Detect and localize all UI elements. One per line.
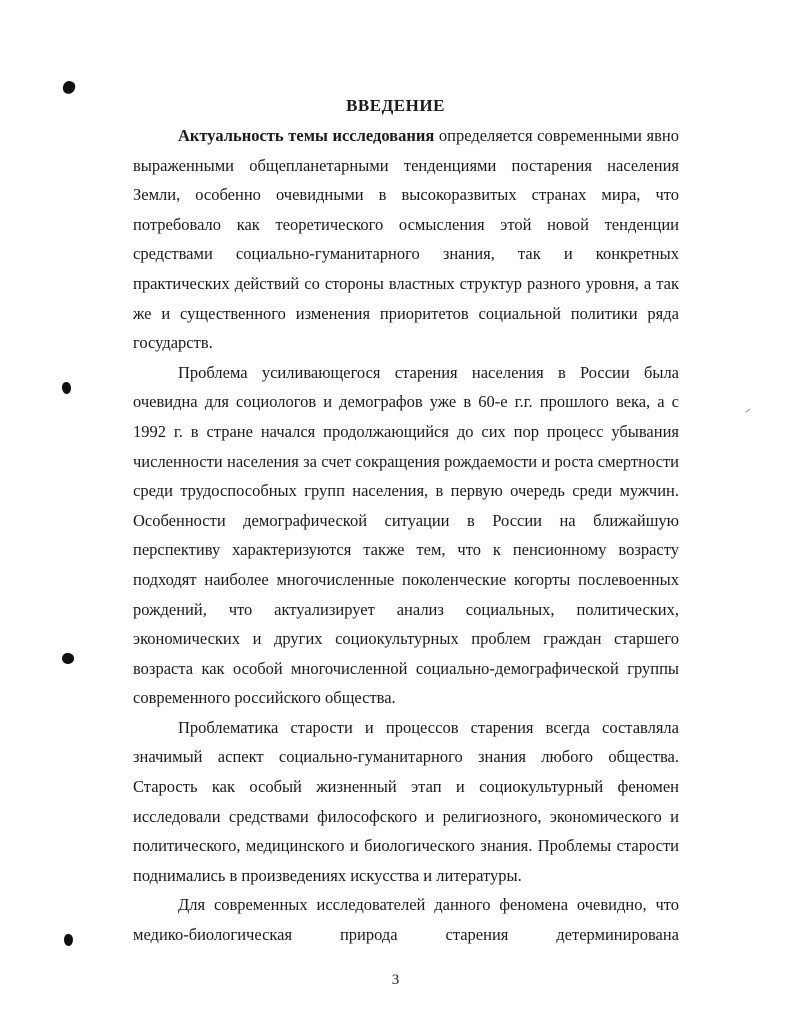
page-title: ВВЕДЕНИЕ	[346, 96, 445, 115]
paragraph-relevance	[133, 121, 679, 358]
paragraph-lead-bold: Актуальность темы исследования	[178, 126, 435, 145]
body-text	[133, 121, 679, 950]
paragraph-text: определяется современными явно выраженными общепланетарными тенденциями постарения населения Земли, особенно очевидными в высокоразвитых странах мира, что потребовало как теоретического осмысления этой новой тенденции средствами социально-гуманитарного знания, так и конкретных практических действий со стороны властных структур разного уровня, а так же и существенного изменения приоритетов социальной политики ряда государств.	[133, 126, 679, 353]
paragraph-population-aging: Проблема усиливающегося старения населения в России была очевидна для социологов и демографов уже в 60-е г.г. прошлого века, а с 1992 г. в стране начался продолжающийся до сих пор процесс убывания численности населения за счет сокращения рождаемости и роста смертности среди трудоспособных групп населения, в первую очередь среди мужчин. Особенности демографической ситуации в России на ближайшую перспективу характеризуются также тем, что к пенсионному возрасту подходят наиболее многочисленные поколенческие когорты послевоенных рождений, что актуализирует анализ социальных, политических, экономических и других социокультурных проблем граждан старшего возраста как особой многочисленной социально-демографической группы современного российского общества.	[133, 362, 679, 708]
binding-hole-mark	[61, 79, 77, 95]
binding-hole-mark	[61, 381, 72, 394]
binding-hole-mark	[63, 934, 73, 947]
paragraph-old-age-problems: Проблематика старости и процессов старения всегда составляла значимый аспект социально-гуманитарного знания любого общества. Старость как особый жизненный этап и социокультурный феномен исследовали средствами философского и религиозного, экономического и политического, медицинского и биологического знания. Проблемы старости поднимались в произведениях искусства и литературы.	[133, 717, 679, 885]
scan-speck	[745, 408, 750, 413]
paragraph-modern-researchers: Для современных исследователей данного феномена очевидно, что медико-биологическая природа старения детерминирована	[133, 895, 679, 945]
binding-hole-mark	[61, 652, 75, 666]
page-number: 3	[391, 972, 400, 988]
